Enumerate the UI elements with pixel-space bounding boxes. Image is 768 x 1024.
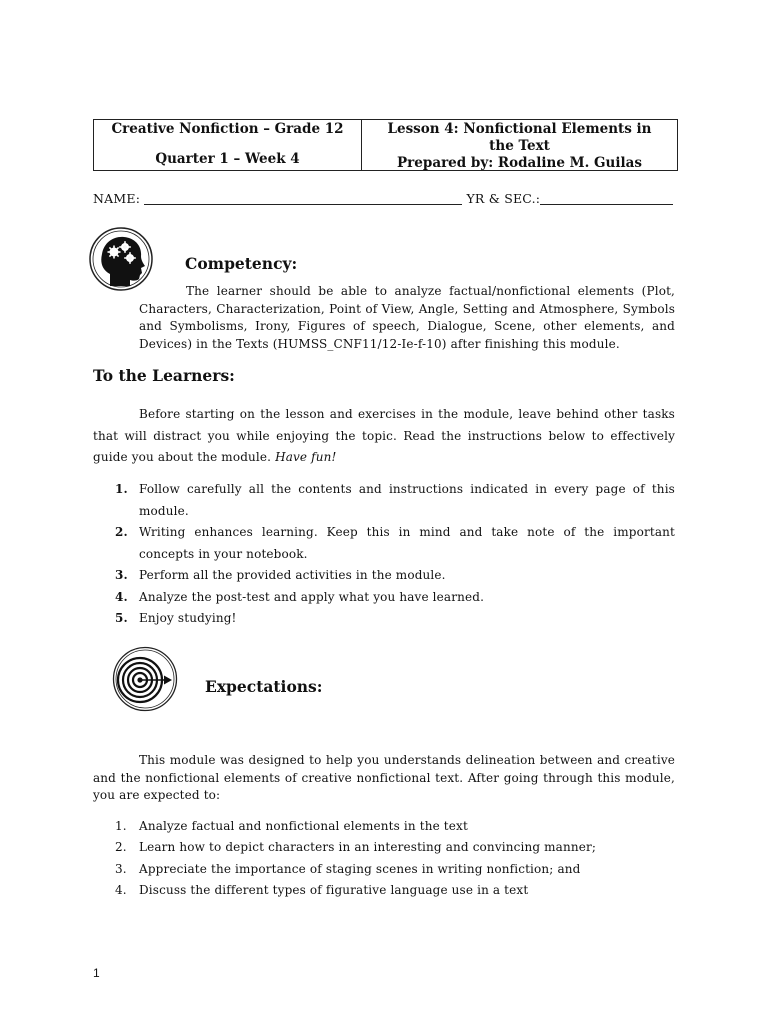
name-section-line (93, 191, 673, 206)
section-field[interactable] (540, 193, 673, 205)
learners-intro-emphasis: Have fun! (275, 450, 337, 464)
list-text: Analyze factual and nonfictional elements in the text (139, 819, 468, 833)
expectations-list (93, 816, 675, 901)
competency-heading: Competency: (185, 254, 298, 273)
section-label: YR & SEC.: (466, 191, 541, 206)
list-item (93, 587, 675, 609)
list-text: Writing enhances learning. Keep this in mind and take note of the important concepts in your notebook. (139, 525, 675, 561)
learners-intro (93, 404, 675, 469)
lesson-title-line2: the Text (489, 138, 550, 154)
list-number: 3. (115, 861, 127, 876)
learners-heading: To the Learners: (93, 366, 235, 385)
list-number: 4. (115, 589, 128, 604)
course-title: Creative Nonfiction – Grade 12 (111, 121, 344, 137)
list-text: Appreciate the importance of staging scenes in writing nonfiction; and (139, 861, 581, 876)
list-text: Analyze the post-test and apply what you have learned. (139, 589, 485, 604)
list-text: Follow carefully all the contents and instructions indicated in every page of this module. (139, 482, 675, 518)
expectations-intro-text: This module was designed to help you understands delineation between and creative and the nonfictional elements of creative nonfictional text. After going through this module, you are expected to: (93, 753, 675, 802)
header-table (93, 119, 678, 171)
list-item (93, 608, 675, 630)
list-item (93, 837, 675, 858)
list-text: Discuss the different types of figurative language use in a text (139, 882, 529, 897)
prepared-by: Prepared by: Rodaline M. Guilas (397, 155, 642, 171)
expectations-intro (93, 752, 675, 805)
list-item (93, 479, 675, 522)
list-item (93, 565, 675, 587)
list-item (93, 522, 675, 565)
learners-intro-text: Before starting on the lesson and exercises in the module, leave behind other tasks that will distract you while enjoying the topic. Read the instructions below to effectively guide you about the module. (93, 407, 675, 464)
target-dart-icon (112, 646, 178, 712)
lesson-title-line1: Lesson 4: Nonfictional Elements in (387, 121, 652, 137)
list-text: Perform all the provided activities in the module. (139, 568, 446, 582)
list-number: 5. (115, 611, 128, 625)
header-course-cell (94, 120, 362, 170)
expectations-heading: Expectations: (205, 677, 323, 696)
learners-list (93, 479, 675, 630)
list-number: 2. (115, 840, 127, 855)
list-number: 1. (115, 482, 128, 496)
list-number: 2. (115, 525, 128, 539)
page-number: 1 (93, 966, 100, 980)
competency-body (139, 283, 675, 353)
list-text: Learn how to depict characters in an interesting and convincing manner; (139, 840, 597, 855)
list-number: 4. (115, 882, 127, 897)
quarter-week: Quarter 1 – Week 4 (155, 151, 300, 167)
list-item (93, 880, 675, 901)
competency-text: The learner should be able to analyze factual/nonfictional elements (Plot, Characters, Characterization, Point of View, Angle, Setting and Atmosphere, Symbols and Symbolisms, Irony, Figures of speech, Dialogue, Scene, other elements, and Devices) in the Texts (HUMSS_CNF11/12-Ie-f-10) after finishing this module. (139, 284, 675, 351)
list-text: Enjoy studying! (139, 611, 237, 625)
list-number: 3. (115, 568, 128, 582)
list-item (93, 816, 675, 837)
list-item (93, 859, 675, 880)
name-field[interactable] (144, 193, 462, 205)
name-label: NAME: (93, 191, 141, 206)
list-number: 1. (115, 819, 127, 833)
header-lesson-cell (362, 120, 677, 170)
